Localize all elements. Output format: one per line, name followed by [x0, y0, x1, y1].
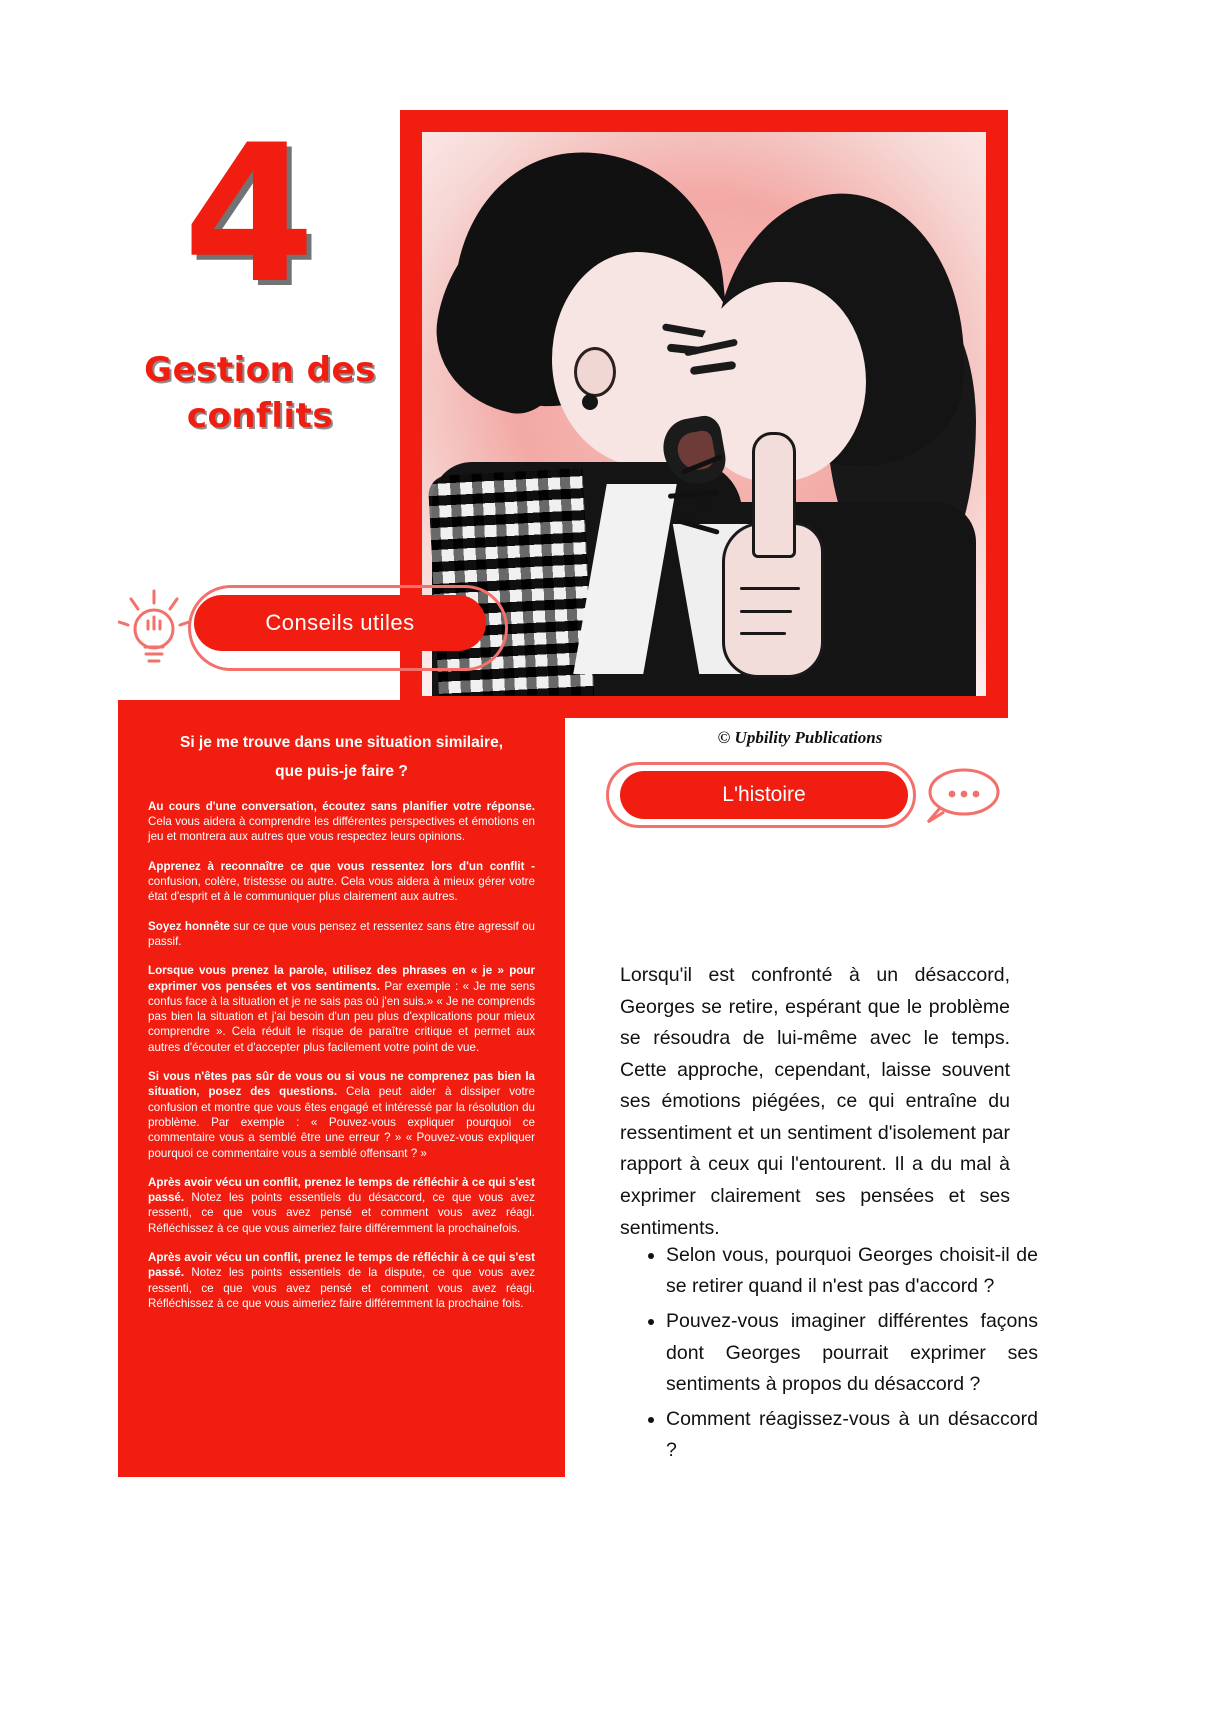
- hand-detail-line: [740, 587, 800, 590]
- tips-paragraph-bold: Soyez honnête: [148, 919, 231, 933]
- list-item: • Comment réagissez-vous à un désaccord ?: [666, 1404, 1038, 1466]
- story-paragraph: Lorsqu'il est confronté à un désaccord, Georges se retire, espérant que le problème se résoudra de lui-même avec le temps. Cette approche, cependant, laisse souvent ses émotions piégées, ce qui entraîne du ressentiment et un sentiment d'isolement par rapport à ceux qui l'entourent. Il a du mal à exprimer clairement ses pensées et ses sentiments.: [620, 964, 1010, 1239]
- story-badge-label-pill: [620, 771, 908, 819]
- tips-paragraph-text: Par exemple : « Je me sens confus face à la situation et je ne sais pas où j'en suis.» « Je ne comprends pas bien la situation et j'ai besoin d'un peu plus d'explications pour mieux comprendre ». Cela réduit le risque de paraître critique et permet aux autres d'écouter et d'accepter plus facilement votre point de vue.: [148, 979, 535, 1054]
- tips-paragraph: [148, 859, 535, 905]
- tips-panel-title: [148, 728, 535, 787]
- tips-paragraph: [148, 799, 535, 845]
- tips-paragraph-bold: Après avoir vécu un conflit, prenez le temps de réfléchir à ce qui s'est passé.: [148, 1175, 535, 1205]
- hand-detail-line: [740, 610, 792, 613]
- list-item: • Pouvez-vous imaginer différentes façons dont Georges pourrait exprimer ses sentiments à propos du désaccord ?: [666, 1306, 1038, 1400]
- tips-paragraph-bold: Si vous n'êtes pas sûr de vous ou si vous ne comprenez pas bien la situation, posez des questions.: [148, 1070, 535, 1099]
- left-person-ear: [574, 347, 616, 397]
- tips-paragraph: [148, 919, 535, 950]
- tips-badge-label-pill: [194, 595, 486, 651]
- tips-paragraph-text: confusion, colère, tristesse ou autre. Cela vous aidera à mieux gérer votre état d'esprit et à le communiquer plus clairement aux autres.: [148, 875, 535, 904]
- tips-badge: [118, 585, 513, 677]
- story-badge: [606, 762, 1006, 838]
- tips-paragraph-text: Notez les points essentiels du désaccord, ce que vous avez ressenti, ce que vous avez pensé et comment vous avez réagi. Réfléchissez à ce que vous aimeriez faire différemment la prochainefois.: [148, 1191, 535, 1235]
- story-badge-label: L'histoire: [722, 783, 806, 806]
- tips-paragraph-bold: Après avoir vécu un conflit, prenez le temps de réfléchir à ce qui s'est passé.: [148, 1251, 535, 1280]
- tips-paragraph-text: Notez les points essentiels de la dispute, ce que vous avez ressenti, ce que vous avez pensé et comment vous avez réagi. Réfléchissez à ce que vous aimeriez faire différemment la prochaine fois.: [148, 1266, 535, 1310]
- page-number: 4: [183, 104, 312, 325]
- tips-paragraph: [148, 1069, 535, 1161]
- tips-badge-label: Conseils utiles: [265, 610, 415, 635]
- lightbulb-icon: [118, 589, 190, 673]
- pointing-finger: [752, 432, 796, 558]
- speech-bubble-icon: [914, 764, 1004, 826]
- tips-panel: [118, 700, 565, 1477]
- tips-paragraph-text: Cela peut aider à dissiper votre confusion et montre que vous êtes engagé et intéressé par la résolution du problème. Par exemple : « Pouvez-vous expliquer pourquoi ce commentaire vous a semblé être une erreur ? » « Pouvez-vous expliquer pourquoi ce commentaire vous a semblé offensant ? »: [148, 1085, 535, 1160]
- section-title: Gestion des conflits: [144, 350, 376, 436]
- tips-paragraph-bold: Lorsque vous prenez la parole, utilisez des phrases en « je » pour exprimer vos pensées et vos sentiments.: [148, 964, 535, 993]
- tips-paragraph-text: sur ce que vous pensez et ressentez sans être agressif ou passif.: [148, 919, 535, 948]
- tips-paragraph-text: Cela vous aidera à comprendre les différentes perspectives et émotions en jeu et montrera aux autres que vous respectez leurs opinions.: [148, 815, 535, 844]
- tips-paragraph: [148, 1250, 535, 1311]
- tips-paragraph: [148, 1175, 535, 1236]
- right-person-nose: [671, 382, 701, 406]
- tips-paragraph: [148, 963, 535, 1055]
- left-person-earring: [582, 394, 598, 410]
- list-item: • Selon vous, pourquoi Georges choisit-il de se retirer quand il n'est pas d'accord ?: [666, 1240, 1038, 1302]
- tips-panel-title-line2: que puis-je faire ?: [275, 763, 408, 781]
- hand-detail-line: [740, 632, 786, 635]
- tips-paragraph-bold: Apprenez à reconnaître ce que vous ressentez lors d'un conflit -: [148, 859, 535, 873]
- copyright-notice: © Upbility Publications: [717, 728, 883, 747]
- tips-panel-title-line1: Si je me trouve dans une situation similaire,: [179, 734, 503, 751]
- story-questions-list: [640, 1240, 1038, 1470]
- tips-paragraph-bold: Au cours d'une conversation, écoutez sans planifier votre réponse.: [148, 799, 535, 813]
